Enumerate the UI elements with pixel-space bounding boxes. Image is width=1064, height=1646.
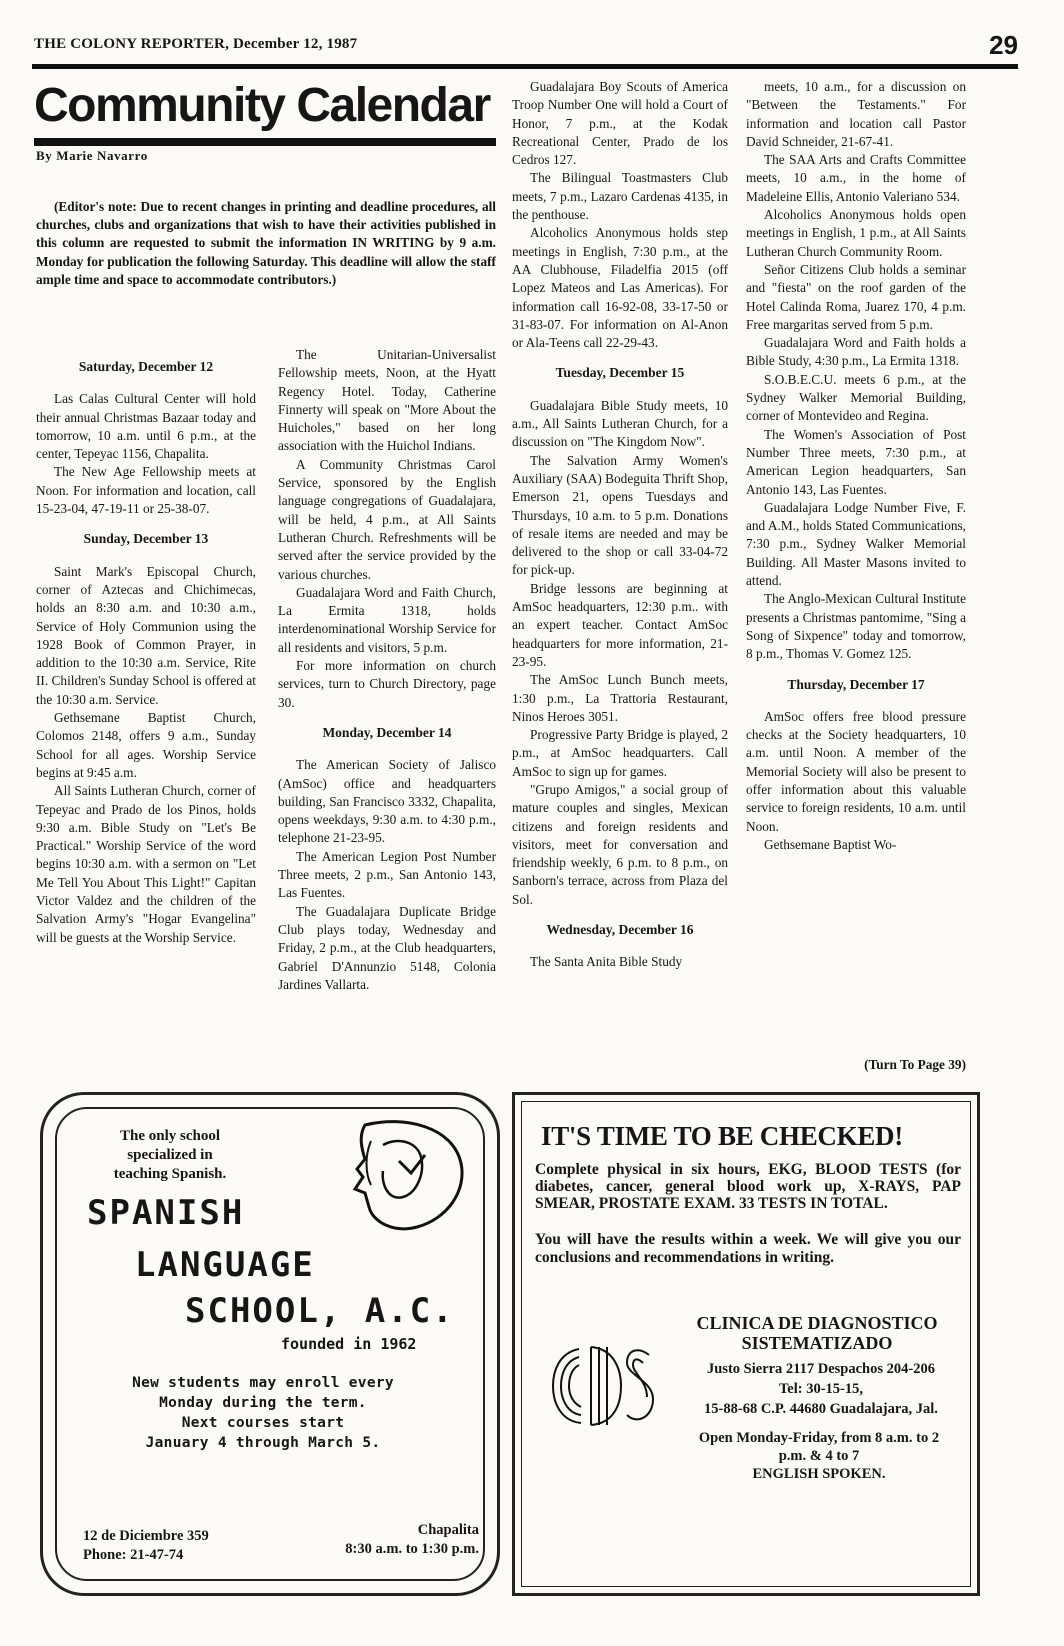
calendar-entry: The American Society of Jalisco (AmSoc) office and headquarters building, San Francisco 3332, Chapalita, opens weekdays, 9:30 a.m. to 4:30 p.m., telephone 21-23-95. <box>278 757 496 846</box>
enroll-info <box>103 1373 423 1453</box>
calendar-entry: AmSoc offers free blood pressure checks at the Society headquarters, 10 a.m. until Noon. A member of the Memorial Society will also be present to offer information about this valuable service to foreign residents, 10 a.m. until Noon. <box>746 708 966 834</box>
calendar-entry: Gethsemane Baptist Wo- <box>764 836 897 852</box>
school-name-line-1: SPANISH <box>87 1193 245 1233</box>
school-phone: Phone: 21-47-74 <box>83 1547 184 1563</box>
calendar-entry: The Women's Association of Post Number Three meets, 7:30 p.m., at American Legion headquarters, San Antonio 143, Las Fuentes. <box>746 426 966 497</box>
calendar-entry: The SAA Arts and Crafts Committee meets, 10 a.m., in the home of Madeleine Ellis, Antonio Valeriano 534. <box>746 152 966 204</box>
calendar-entry: A Community Christmas Carol Service, sponsored by the English language congregations of Guadalajara, will be held, 4 p.m., at All Saints Lutheran Church. Refreshments will be served after the service provided by the various churches. <box>278 456 496 582</box>
day-heading: Tuesday, December 15 <box>555 365 685 381</box>
turn-to-page: (Turn To Page 39) <box>864 1057 966 1072</box>
calendar-entry: Señor Citizens Club holds a seminar and "fiesta" on the roof garden of the Hotel Calinda Roma, Juarez 170, 4 p.m. Free margaritas served from 5 p.m. <box>746 261 966 332</box>
calendar-entry: Alcoholics Anonymous holds step meetings in English, 7:30 p.m., at the AA Clubhouse, Filadelfia 2015 (off Lopez Mateos and Las Americas). For information call 16-92-08, 33-17-50 or 31-83-07. For information on Al-Anon or Ala-Teens call 22-29-43. <box>512 225 728 351</box>
enroll-line-3: Next courses start <box>181 1415 345 1431</box>
enroll-line-4: January 4 through March 5. <box>145 1435 381 1451</box>
calendar-entry: Progressive Party Bridge is played, 2 p.m., at AmSoc headquarters. Call AmSoc to sign up for games. <box>512 727 728 779</box>
editor-note <box>36 198 496 289</box>
top-rule <box>32 64 1018 69</box>
clinic-address-line-1: Justo Sierra 2117 Despachos 204-206 <box>707 1361 935 1377</box>
school-area: Chapalita <box>417 1522 479 1538</box>
calendar-entry: Saint Mark's Episcopal Church, corner of Aztecas and Chichimecas, holds an 8:30 a.m. and 10:30 a.m., Service of Holy Communion using the 1928 Book of Common Prayer, in addition to the 10:30 a.m. Service, Rite II. Children's Sunday School is offered at the 10:30 a.m. Service. <box>36 563 256 707</box>
day-heading: Thursday, December 17 <box>787 676 925 692</box>
calendar-entry: S.O.B.E.C.U. meets 6 p.m., at the Sydney Walker Memorial Building, corner of Montevideo and Regina. <box>746 371 966 424</box>
calendar-entry: The Unitarian-Universalist Fellowship meets, Noon, at the Hyatt Regency Hotel. Today, Catherine Finnerty will speak on "More About the Huicholes," based on her long association with the Huichol Indians. <box>278 347 496 454</box>
calendar-column-1 <box>36 346 256 947</box>
calendar-entry: The Bilingual Toastmasters Club meets, 7 p.m., Lazaro Cardenas 4135, in the penthouse. <box>512 170 728 223</box>
calendar-entry: meets, 10 a.m., for a discussion on "Between the Testaments." For information and location call Pastor David Schneider, 21-67-41. <box>746 79 966 149</box>
calendar-entry: For more information on church services, turn to Church Directory, page 30. <box>278 658 496 710</box>
calendar-entry: Guadalajara Lodge Number Five, F. and A.M., holds Stated Communications, 7:30 p.m., Sydney Walker Memorial Building. All Master Masons invited to attend. <box>746 499 966 589</box>
calendar-entry: Guadalajara Bible Study meets, 10 a.m., All Saints Lutheran Church, for a discussion on "The Kingdom Now". <box>512 397 728 450</box>
turn-to-container <box>746 1046 966 1074</box>
day-heading: Sunday, December 13 <box>83 531 209 547</box>
clinic-headline: IT'S TIME TO BE CHECKED! <box>541 1121 903 1151</box>
clinic-address-line-2: Tel: 30-15-15, <box>778 1381 864 1397</box>
ad-tagline <box>95 1127 245 1184</box>
calendar-entry: Guadalajara Word and Faith holds a Bible Study, 4:30 p.m., La Ermita 1318. <box>746 335 966 369</box>
day-heading: Monday, December 14 <box>322 724 452 740</box>
school-name-line-3: SCHOOL, A.C. <box>185 1291 455 1331</box>
clinic-logo-icon <box>549 1341 659 1431</box>
clinic-name-line-1: CLINICA DE DIAGNOSTICO <box>696 1313 938 1333</box>
clinic-body-2: You will have the results within a week. We will give you our conclusions and recommendations in writing. <box>535 1231 961 1266</box>
calendar-column-4 <box>746 78 966 854</box>
school-name-line-2: LANGUAGE <box>135 1245 315 1285</box>
school-hours: 8:30 a.m. to 1:30 p.m. <box>345 1541 479 1557</box>
calendar-entry: "Grupo Amigos," a social group of mature couples and singles, Mexican citizens and foreign residents and visitors, meet for conversation and friendship weekly, 6 p.m. to 8 p.m., on Sanborn's terrace, across from Plaza del Sol. <box>512 781 728 907</box>
school-location-block <box>293 1521 479 1559</box>
editor-note-text: (Editor's note: Due to recent changes in printing and deadline procedures, all churches, clubs and organizations that wish to have their activities published in this column are requested to submit the information IN WRITING by 9 a.m. Monday for publication the following Saturday. This deadline will allow the staff ample time and space to accommodate contributors.) <box>36 199 496 287</box>
calendar-entry: Alcoholics Anonymous holds open meetings in English, 1 p.m., at All Saints Lutheran Church Community Room. <box>746 207 966 259</box>
byline: By Marie Navarro <box>36 148 148 163</box>
masthead: THE COLONY REPORTER, December 12, 1987 <box>34 36 358 52</box>
clinic-hours-line-1: Open Monday-Friday, from 8 a.m. to 2 <box>698 1430 940 1446</box>
calendar-entry: The New Age Fellowship meets at Noon. For information and location, call 15-23-04, 47-19-11 or 25-38-07. <box>36 464 256 517</box>
calendar-entry: The Guadalajara Duplicate Bridge Club plays today, Wednesday and Friday, 2 p.m., at the Club headquarters, Gabriel D'Annunzio 5148, Colonia Jardines Vallarta. <box>278 903 496 992</box>
clinic-body-1: Complete physical in six hours, EKG, BLOOD TESTS (for diabetes, cancer, general blood work up, X-RAYS, PAP SMEAR, PROSTATE EXAM. 33 TESTS IN TOTAL. <box>535 1161 961 1212</box>
day-heading: Wednesday, December 16 <box>546 922 694 938</box>
clinic-address-line-3: 15-88-68 C.P. 44680 Guadalajara, Jal. <box>704 1401 938 1417</box>
calendar-entry: The Anglo-Mexican Cultural Institute presents a Christmas pantomime, "Sing a Song of Sixpence" today and tomorrow, 8 p.m., Thomas V. Gomez 125. <box>746 591 966 662</box>
spanish-school-ad <box>40 1092 500 1596</box>
clinic-address <box>671 1359 971 1419</box>
clinic-hours-line-2: p.m. & 4 to 7 <box>778 1448 860 1464</box>
enroll-line-1: New students may enroll every <box>132 1375 394 1391</box>
school-address-block <box>83 1527 209 1565</box>
clinic-name <box>667 1313 967 1353</box>
calendar-column-3 <box>512 78 728 972</box>
page-number: 29 <box>989 30 1018 60</box>
clinic-hours <box>667 1429 971 1483</box>
calendar-entry: The American Legion Post Number Three meets, 2 p.m., San Antonio 143, Las Fuentes. <box>278 848 496 901</box>
calendar-entry: The Santa Anita Bible Study <box>530 954 683 970</box>
english-spoken: ENGLISH SPOKEN. <box>752 1466 886 1482</box>
day-heading: Saturday, December 12 <box>78 359 214 374</box>
school-address: 12 de Diciembre 359 <box>83 1528 209 1544</box>
calendar-entry: All Saints Lutheran Church, corner of Tepeyac and Prado de los Pinos, holds 9:30 a.m. Bible Study on "Let's Be Practical." Worship Service of the word begins 10:30 a.m. with a sermon on "Let Me Tell You About This Light!" Capitan Victor Valdez and the children of the Salvation Army's "Hogar Evangelina" will be guests at the Worship Service. <box>36 783 256 945</box>
tagline-line-3: teaching Spanish. <box>113 1166 227 1182</box>
speaking-head-icon <box>325 1115 475 1233</box>
calendar-entry: Bridge lessons are beginning at AmSoc headquarters, 12:30 p.m.. with an expert teacher. Contact AmSoc headquarters for more information, 21-23-95. <box>512 580 728 669</box>
title-rule <box>34 138 496 146</box>
page-title: Community Calendar <box>34 79 490 132</box>
calendar-entry: Las Calas Cultural Center will hold their annual Christmas Bazaar today and tomorrow, 10 a.m. until 6 p.m., at the center, Tepeyac 1156, Chapalita. <box>36 391 256 462</box>
clinic-ad <box>512 1092 980 1596</box>
calendar-entry: Guadalajara Boy Scouts of America Troop Number One will hold a Court of Honor, 7 p.m., at the Kodak Recreational Center, Prado de los Cedros 127. <box>512 79 728 168</box>
calendar-entry: The Salvation Army Women's Auxiliary (SAA) Bodeguita Thrift Shop, Emerson 21, opens Tuesdays and Thursdays, 10 a.m. to 5 p.m. Donations of resale items are needed and may be delivered to the shop or call 33-04-72 for pick-up. <box>512 452 728 578</box>
calendar-entry: The AmSoc Lunch Bunch meets, 1:30 p.m., La Trattoria Restaurant, Ninos Heroes 3051. <box>512 672 728 724</box>
clinic-name-line-2: SISTEMATIZADO <box>741 1333 893 1353</box>
tagline-line-1: The only school <box>119 1128 221 1144</box>
founded-year: founded in 1962 <box>281 1335 417 1353</box>
calendar-column-2 <box>278 346 496 994</box>
enroll-line-2: Monday during the term. <box>159 1395 367 1411</box>
calendar-entry: Gethsemane Baptist Church, Colomos 2148, offers 9 a.m., Sunday School for all ages. Worship Service begins at 9:45 a.m. <box>36 710 256 780</box>
calendar-entry: Guadalajara Word and Faith Church, La Ermita 1318, holds interdenominational Worship Service for all residents and visitors, 5 p.m. <box>278 584 496 655</box>
tagline-line-2: specialized in <box>127 1147 213 1163</box>
